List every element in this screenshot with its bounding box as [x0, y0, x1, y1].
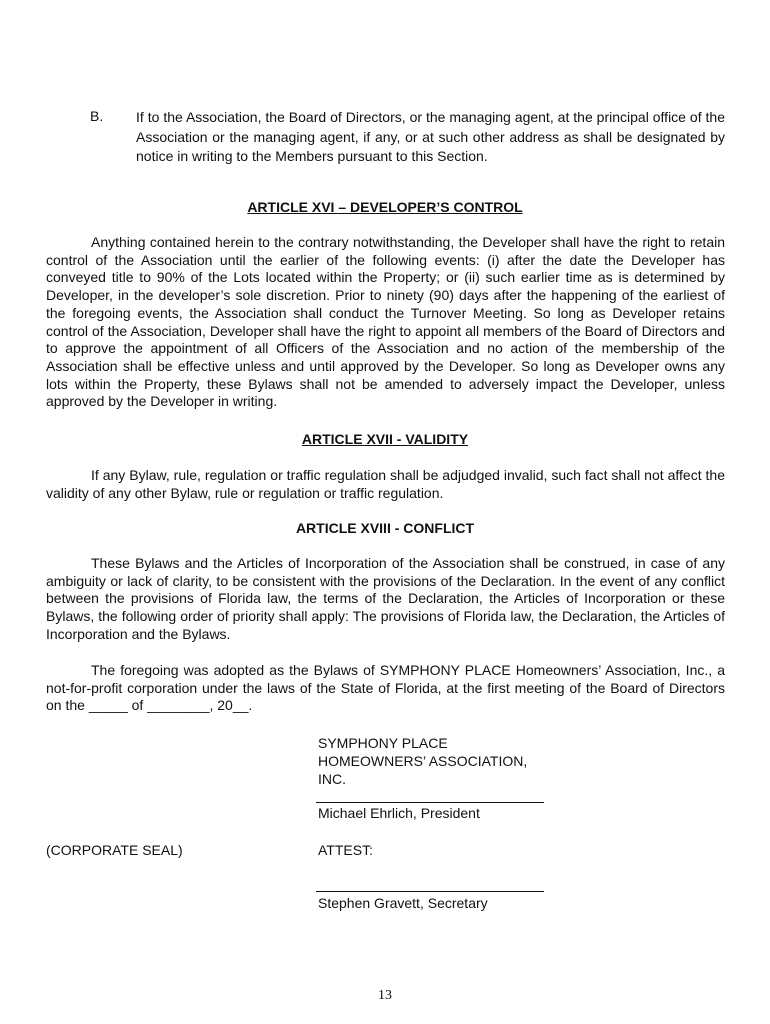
section-b-label: B.	[90, 108, 104, 124]
article-16-body: Anything contained herein to the contrary notwithstanding, the Developer shall have the right to retain control of the Association until the earlier of the following events: (i) after the date the Developer has conveyed title to 90% of the Lots located within the Property; or (ii) such earlier time as is determined by Developer, in the developer’s sole discretion. Prior to ninety (90) days after the happening of the earliest of the foregoing events, the Association shall conduct the Turnover Meeting. So long as Developer retains control of the Association, Developer shall have the right to appoint all members of the Board of Directors and to approve the appointment of all Officers of the Association and no action of the membership of the Association shall be effective unless and until approved by the Developer. So long as Developer owns any lots within the Property, these Bylaws shall not be amended to adversely impact the Developer, unless approved by the Developer in writing.	[46, 234, 725, 410]
page-number: 13	[378, 988, 392, 1003]
article-16-heading: ARTICLE XVI – DEVELOPER’S CONTROL	[247, 199, 523, 215]
president-signature-line	[316, 802, 544, 803]
secretary-name: Stephen Gravett, Secretary	[318, 895, 488, 911]
signature-entity-name: SYMPHONY PLACE HOMEOWNERS’ ASSOCIATION, INC.	[318, 735, 528, 787]
article-18-body: These Bylaws and the Articles of Incorporation of the Association shall be construed, in case of any ambiguity or lack of clarity, to be consistent with the provisions of the Declaration. In the event of any conflict between the provisions of Florida law, the terms of the Declaration, the Articles of Incorporation or these Bylaws, the following order of priority shall apply: The provisions of Florida law, the Declaration, the Articles of Incorporation and the Bylaws.	[46, 555, 725, 642]
section-b-text: If to the Association, the Board of Directors, or the managing agent, at the principal office of the Association or the managing agent, if any, or at such other address as shall be designated by notice in writing to the Members pursuant to this Section.	[136, 109, 725, 164]
corporate-seal-label: (CORPORATE SEAL)	[46, 842, 183, 858]
president-name: Michael Ehrlich, President	[318, 805, 480, 821]
article-17-heading: ARTICLE XVII - VALIDITY	[301, 431, 469, 447]
secretary-signature-line	[316, 891, 544, 892]
attest-label: ATTEST:	[318, 842, 373, 858]
article-17-body: If any Bylaw, rule, regulation or traffic regulation shall be adjudged invalid, such fact shall not affect the validity of any other Bylaw, rule or regulation or traffic regulation.	[46, 467, 725, 501]
adoption-paragraph: The foregoing was adopted as the Bylaws of SYMPHONY PLACE Homeowners’ Association, Inc., a not-for-profit corporation under the laws of the State of Florida, at the first meeting of the Board of Directors on the _____ of ________, 20__.	[46, 662, 725, 714]
article-18-heading: ARTICLE XVIII - CONFLICT	[295, 520, 475, 536]
